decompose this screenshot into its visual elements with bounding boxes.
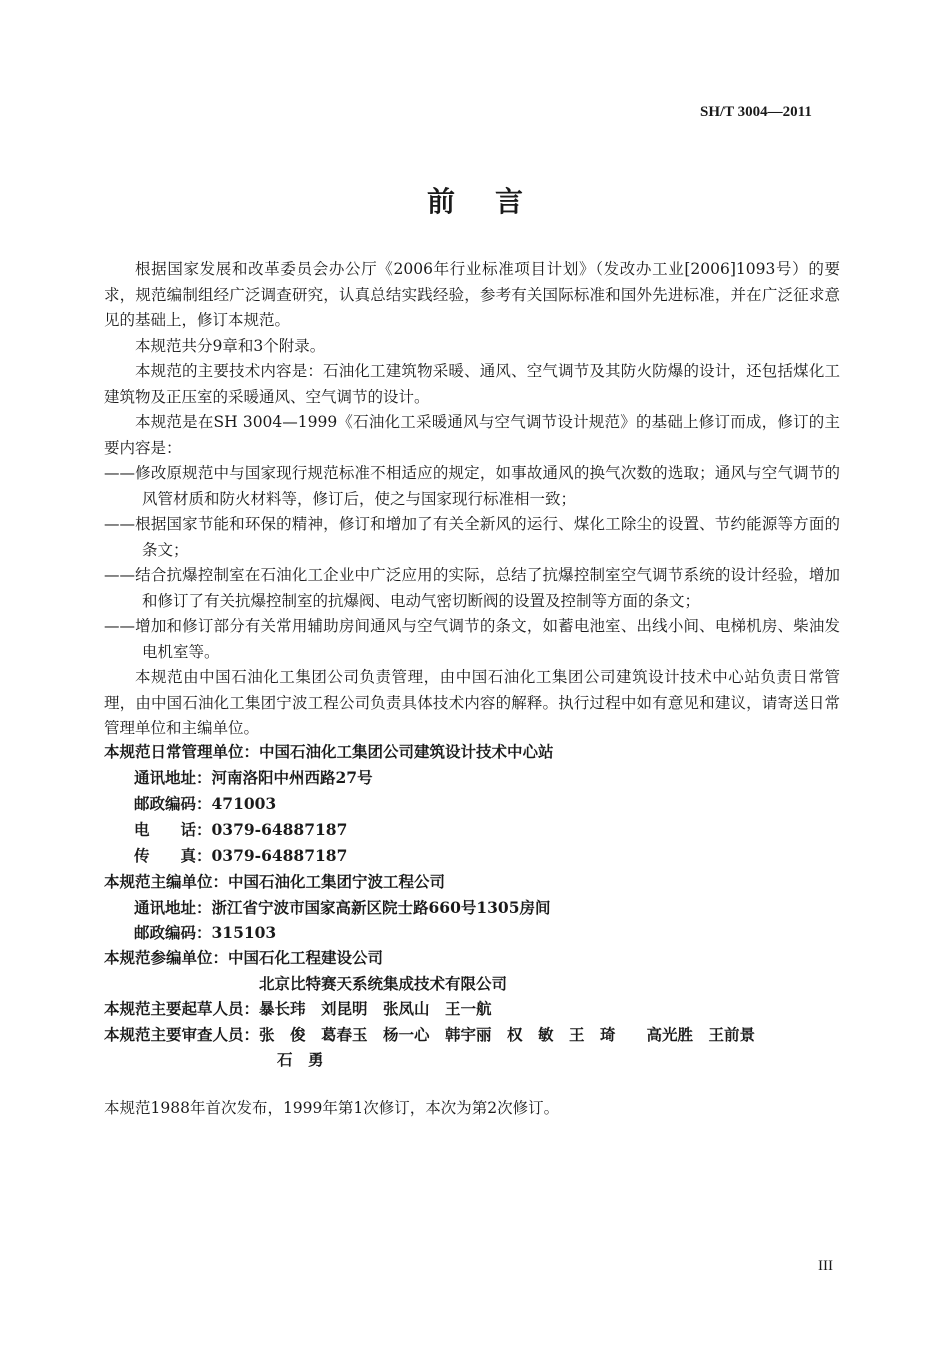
chief-editor-unit: 本规范主编单位：中国石油化工集团宁波工程公司	[104, 872, 446, 891]
revision-item-2: ——根据国家节能和环保的精神，修订和增加了有关全新风的运行、煤化工除尘的设置、节约能源等方面的条文；	[104, 515, 840, 559]
management-phone: 电 话：0379-64887187	[134, 820, 348, 839]
management-fax: 传 真：0379-64887187	[134, 846, 348, 865]
standard-code: SH/T 3004—2011	[700, 104, 812, 120]
chief-editor-address: 通讯地址：浙江省宁波市国家高新区院士路660号1305房间	[134, 898, 551, 917]
co-editor-unit-2: 北京比特赛天系统集成技术有限公司	[259, 974, 508, 993]
paragraph-basis: 根据国家发展和改革委员会办公厅《2006年行业标准项目计划》（发改办工业[2006]1093号）的要求，规范编制组经广泛调查研究，认真总结实践经验，参考有关国际标准和国外先进标准，并在广泛征求意见的基础上，修订本规范。	[104, 260, 840, 329]
revision-item-3: ——结合抗爆控制室在石油化工企业中广泛应用的实际，总结了抗爆控制室空气调节系统的设计经验，增加和修订了有关抗爆控制室的抗爆阀、电动气密切断阀的设置及控制等方面的条文；	[104, 566, 840, 610]
management-address: 通讯地址：河南洛阳中州西路27号	[134, 768, 373, 787]
revision-item-1: ——修改原规范中与国家现行规范标准不相适应的规定，如事故通风的换气次数的选取；通风与空气调节的风管材质和防火材料等，修订后，使之与国家现行标准相一致；	[104, 464, 840, 508]
chief-editor-postcode: 邮政编码：315103	[134, 923, 277, 942]
paragraph-main-content: 本规范的主要技术内容是：石油化工建筑物采暖、通风、空气调节及其防火防爆的设计，还包括煤化工建筑物及正压室的采暖通风、空气调节的设计。	[104, 362, 840, 406]
main-drafters: 本规范主要起草人员：暴长玮 刘昆明 张凤山 王一航	[104, 999, 492, 1018]
paragraph-structure: 本规范共分9章和3个附录。	[135, 336, 326, 355]
page-title: 前言	[426, 185, 563, 218]
management-postcode: 邮政编码：471003	[134, 794, 277, 813]
revision-item-4: ——增加和修订部分有关常用辅助房间通风与空气调节的条文，如蓄电池室、出线小间、电梯机房、柴油发电机室等。	[104, 617, 840, 661]
main-reviewers-2: 石 勇	[277, 1050, 324, 1069]
main-reviewers: 本规范主要审查人员：张 俊 葛春玉 杨一心 韩宇丽 权 敏 王 琦 高光胜 王前景	[104, 1025, 756, 1044]
page-number: III	[818, 1258, 833, 1274]
foreword-body	[104, 257, 840, 742]
revision-history: 本规范1988年首次发布，1999年第1次修订，本次为第2次修订。	[104, 1099, 560, 1117]
paragraph-management: 本规范由中国石油化工集团公司负责管理，由中国石油化工集团公司建筑设计技术中心站负责日常管理，由中国石油化工集团宁波工程公司负责具体技术内容的解释。执行过程中如有意见和建议，请寄送日常管理单位和主编单位。	[104, 668, 840, 737]
management-unit: 本规范日常管理单位：中国石油化工集团公司建筑设计技术中心站	[104, 742, 554, 761]
co-editor-unit: 本规范参编单位：中国石化工程建设公司	[104, 948, 384, 967]
paragraph-revision-basis: 本规范是在SH 3004—1999《石油化工采暖通风与空气调节设计规范》的基础上修订而成，修订的主要内容是：	[104, 413, 840, 457]
